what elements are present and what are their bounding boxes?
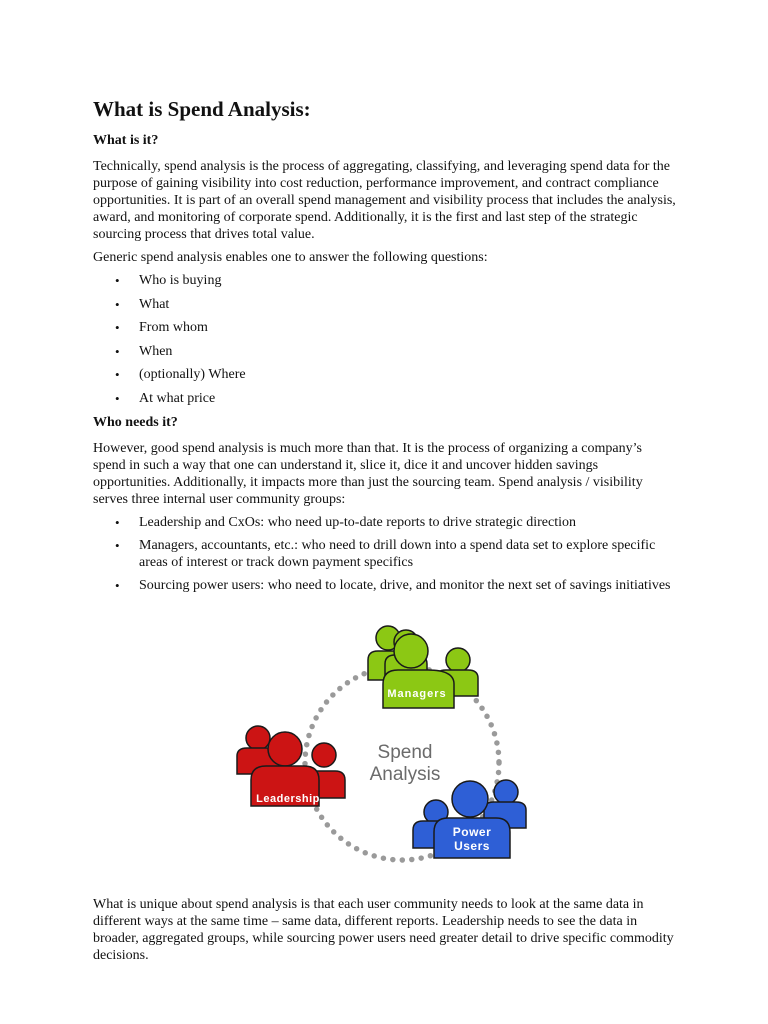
section-heading-who: Who needs it? [93,414,178,430]
managers-label: Managers [387,688,447,700]
page-title: What is Spend Analysis: [93,97,311,121]
questions-list [93,272,678,407]
paragraph-definition: Technically, spend analysis is the process of aggregating, classifying, and leveraging spend data for the purpose of gaining visibility into cost reduction, performance improvement, and contract compliance opportunities. It is part of an overall spend management and visibility process that includes the analysis, award, and monitoring of corporate spend. Additionally, it is the first and last step of the strategic sourcing process that drives total value. [93,159,676,242]
power-users-label-line2: Users [454,839,490,853]
groups-list [93,514,678,594]
center-label-line1: Spend [377,742,433,763]
document-body [93,96,678,600]
list-item: • Leadership and CxOs: who need up-to-date reports to drive strategic direction [139,514,678,531]
power-users-label-line1: Power [452,825,492,839]
list-item: • From whom [139,319,678,336]
diagram-svg [230,618,530,868]
list-item: • (optionally) Where [139,366,678,383]
center-label-line2: Analysis [369,764,441,785]
list-item: • Who is buying [139,272,678,289]
paragraph-closing: What is unique about spend analysis is that each user community needs to look at the same data in different ways at the same time – same data, different reports. Leadership needs to see the data in broader, aggregated groups, while sourcing power users need greater detail to drive specific commodity decisions. [93,897,674,963]
list-item: • When [139,343,678,360]
list-item: • Managers, accountants, etc.: who need to drill down into a spend data set to explore specific areas of interest or track down payment specifics [139,537,678,571]
list-item: • At what price [139,390,678,407]
closing-section [93,896,678,970]
list-item: • What [139,296,678,313]
spend-analysis-diagram [230,618,530,868]
leadership-label: Leadership [256,793,320,805]
section-heading-what: What is it? [93,133,159,148]
list-item: • Sourcing power users: who need to locate, drive, and monitor the next set of savings initiatives [139,577,678,594]
paragraph-who-needs: However, good spend analysis is much more than that. It is the process of organizing a company’s spend in such a way that one can understand it, slice it, dice it and uncover hidden savings opportunities. Additionally, it impacts more than just the sourcing team. Spend analysis / visibility serves three internal user community groups: [93,440,643,507]
paragraph-questions-intro: Generic spend analysis enables one to answer the following questions: [93,250,488,265]
